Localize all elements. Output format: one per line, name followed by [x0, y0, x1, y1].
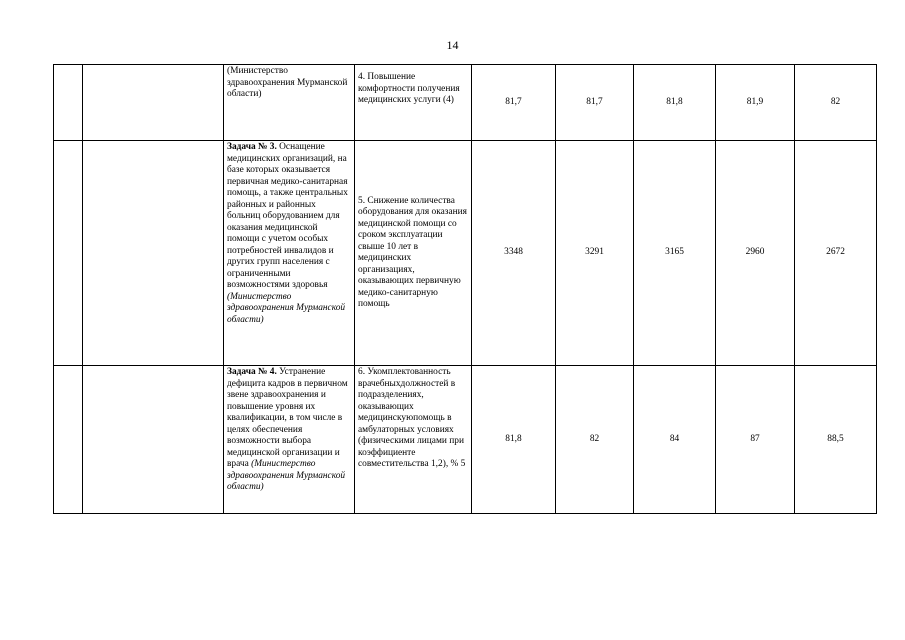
- value-cell: 81,8: [634, 65, 716, 141]
- value-cell: 82: [556, 366, 634, 514]
- table-row: [54, 65, 877, 141]
- value-cell: 81,9: [716, 65, 795, 141]
- ministry-text: (Министерство здравоохранения Мурманской области): [227, 291, 346, 325]
- empty-cell: [83, 65, 224, 141]
- task-cell: [224, 141, 355, 366]
- empty-cell: [83, 366, 224, 514]
- table-row: [54, 366, 877, 514]
- indicator-text: 4. Повышение комфортности получения медицинских услуги (4): [358, 72, 460, 105]
- empty-cell: [83, 141, 224, 366]
- empty-cell: [54, 366, 83, 514]
- task-cell: [224, 65, 355, 141]
- task-title: Задача № 4.: [227, 367, 277, 377]
- ministry-text: (Министерство здравоохранения Мурманской области): [227, 66, 348, 99]
- indicators-table: [53, 64, 877, 514]
- value-cell: 82: [795, 65, 877, 141]
- empty-cell: [54, 65, 83, 141]
- indicator-text: 5. Снижение количества оборудования для оказания медицинской помощи со сроком эксплуатации свыше 10 лет в медицинских организациях, оказывающих первичную медико-санитарную помощь: [358, 195, 467, 309]
- task-text: Оснащение медицинских организаций, на базе которых оказывается первичная медико-санитарная помощь, а также центральных районных и районных больниц оборудованием для оказания медицинской помощи с учетом особых потребностей инвалидов и других групп населения с ограниченными возможностями здоровья: [227, 142, 348, 290]
- empty-cell: [54, 141, 83, 366]
- task-text: Устранение дефицита кадров в первичном звене здравоохранения и повышение уровня их квалификации, в том числе в целях обеспечения возможности выбора медицинской организации и врача: [227, 367, 348, 469]
- value-cell: 3348: [472, 141, 556, 366]
- indicator-cell: [355, 366, 472, 514]
- page-number: 14: [446, 38, 459, 52]
- task-cell: [224, 366, 355, 514]
- value-cell: 87: [716, 366, 795, 514]
- value-cell: 2960: [716, 141, 795, 366]
- value-cell: 88,5: [795, 366, 877, 514]
- ministry-text: (Министерство здравоохранения Мурманской области): [227, 459, 346, 492]
- indicator-cell: [355, 65, 472, 141]
- value-cell: 81,7: [556, 65, 634, 141]
- value-cell: 3165: [634, 141, 716, 366]
- task-title: Задача № 3.: [227, 142, 277, 152]
- value-cell: 81,8: [472, 366, 556, 514]
- value-cell: 84: [634, 366, 716, 514]
- value-cell: 3291: [556, 141, 634, 366]
- indicator-text: 6. Укомплектованность врачебныхдолжностей в подразделениях, оказывающих медицинскуюпомощь в амбулаторных условиях (физическими лицами при коэффициенте совместительства 1,2), % 5: [358, 367, 466, 469]
- value-cell: 2672: [795, 141, 877, 366]
- indicator-cell: [355, 141, 472, 366]
- table-row: [54, 141, 877, 366]
- value-cell: 81,7: [472, 65, 556, 141]
